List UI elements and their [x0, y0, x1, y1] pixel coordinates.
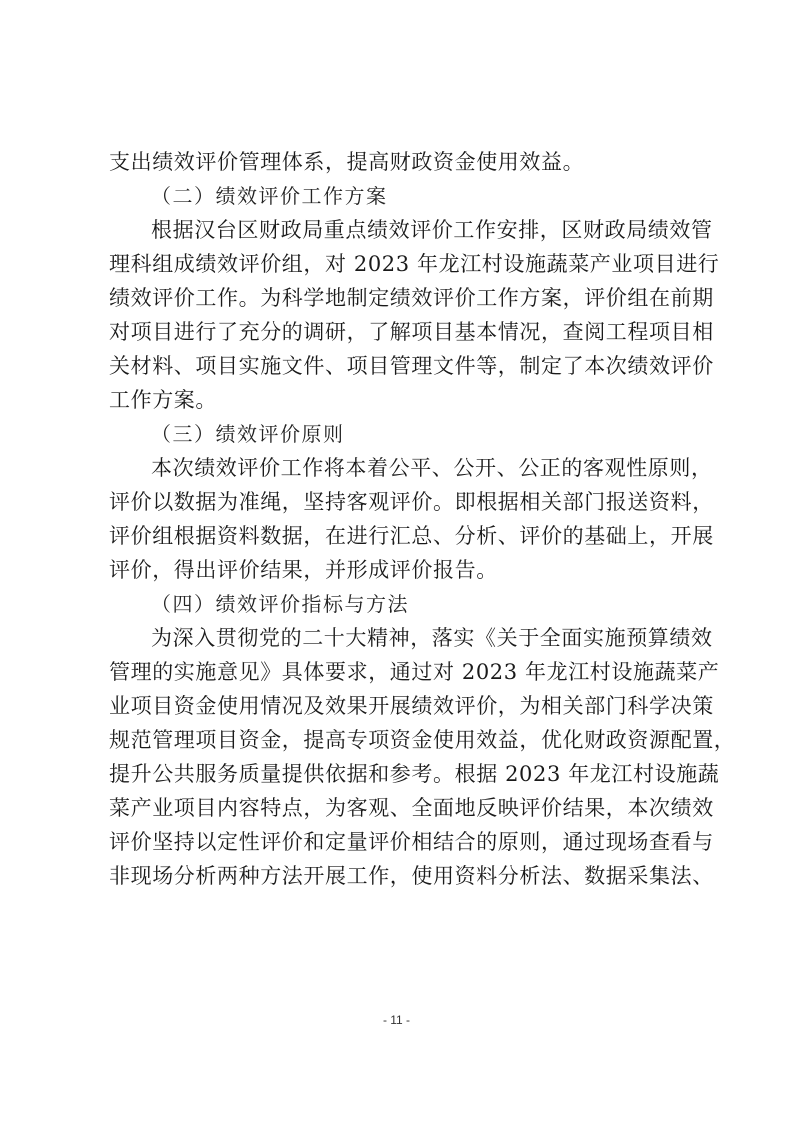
text-line: 评价以数据为准绳，坚持客观评价。即根据相关部门报送资料， [109, 490, 714, 514]
document-body [109, 145, 736, 893]
section-heading: （二）绩效评价工作方案 [151, 184, 388, 208]
text-line: 支出绩效评价管理体系，提高财政资金使用效益。 [109, 150, 585, 174]
text-line: 管理的实施意见》具体要求，通过对 2023 年龙江村设施蔬菜产 [109, 660, 720, 684]
text-line: 对项目进行了充分的调研，了解项目基本情况，查阅工程项目相 [109, 320, 714, 344]
text-line: 绩效评价工作。为科学地制定绩效评价工作方案，评价组在前期 [109, 286, 714, 310]
text-line: 理科组成绩效评价组，对 2023 年龙江村设施蔬菜产业项目进行 [109, 252, 720, 276]
text-line: 评价坚持以定性评价和定量评价相结合的原则，通过现场查看与 [109, 830, 714, 854]
text-line: 关材料、项目实施文件、项目管理文件等，制定了本次绩效评价 [109, 354, 714, 378]
text-line: 提升公共服务质量提供依据和参考。根据 2023 年龙江村设施蔬 [109, 762, 720, 786]
paragraph [109, 621, 736, 893]
section-heading: （四）绩效评价指标与方法 [151, 592, 409, 616]
text-line: 菜产业项目内容特点，为客观、全面地反映评价结果，本次绩效 [109, 796, 714, 820]
text-line: 根据汉台区财政局重点绩效评价工作安排，区财政局绩效管 [151, 218, 713, 242]
text-line: 评价组根据资料数据，在进行汇总、分析、评价的基础上，开展 [109, 524, 714, 548]
text-line: 业项目资金使用情况及效果开展绩效评价，为相关部门科学决策 [109, 694, 714, 718]
text-line: 本次绩效评价工作将本着公平、公开、公正的客观性原则， [151, 456, 713, 480]
paragraph [109, 213, 720, 417]
text-line: 为深入贯彻党的二十大精神，落实《关于全面实施预算绩效 [151, 626, 713, 650]
section-heading: （三）绩效评价原则 [151, 422, 345, 446]
text-line: 评价，得出评价结果，并形成评价报告。 [109, 558, 498, 582]
paragraph [109, 451, 714, 587]
page-number: - 11 - [382, 1013, 411, 1027]
paragraph [109, 145, 695, 179]
text-line: 工作方案。 [109, 388, 217, 412]
text-line: 非现场分析两种方法开展工作，使用资料分析法、数据采集法、 [109, 864, 714, 888]
text-line: 规范管理项目资金，提高专项资金使用效益，优化财政资源配置， [109, 728, 736, 752]
